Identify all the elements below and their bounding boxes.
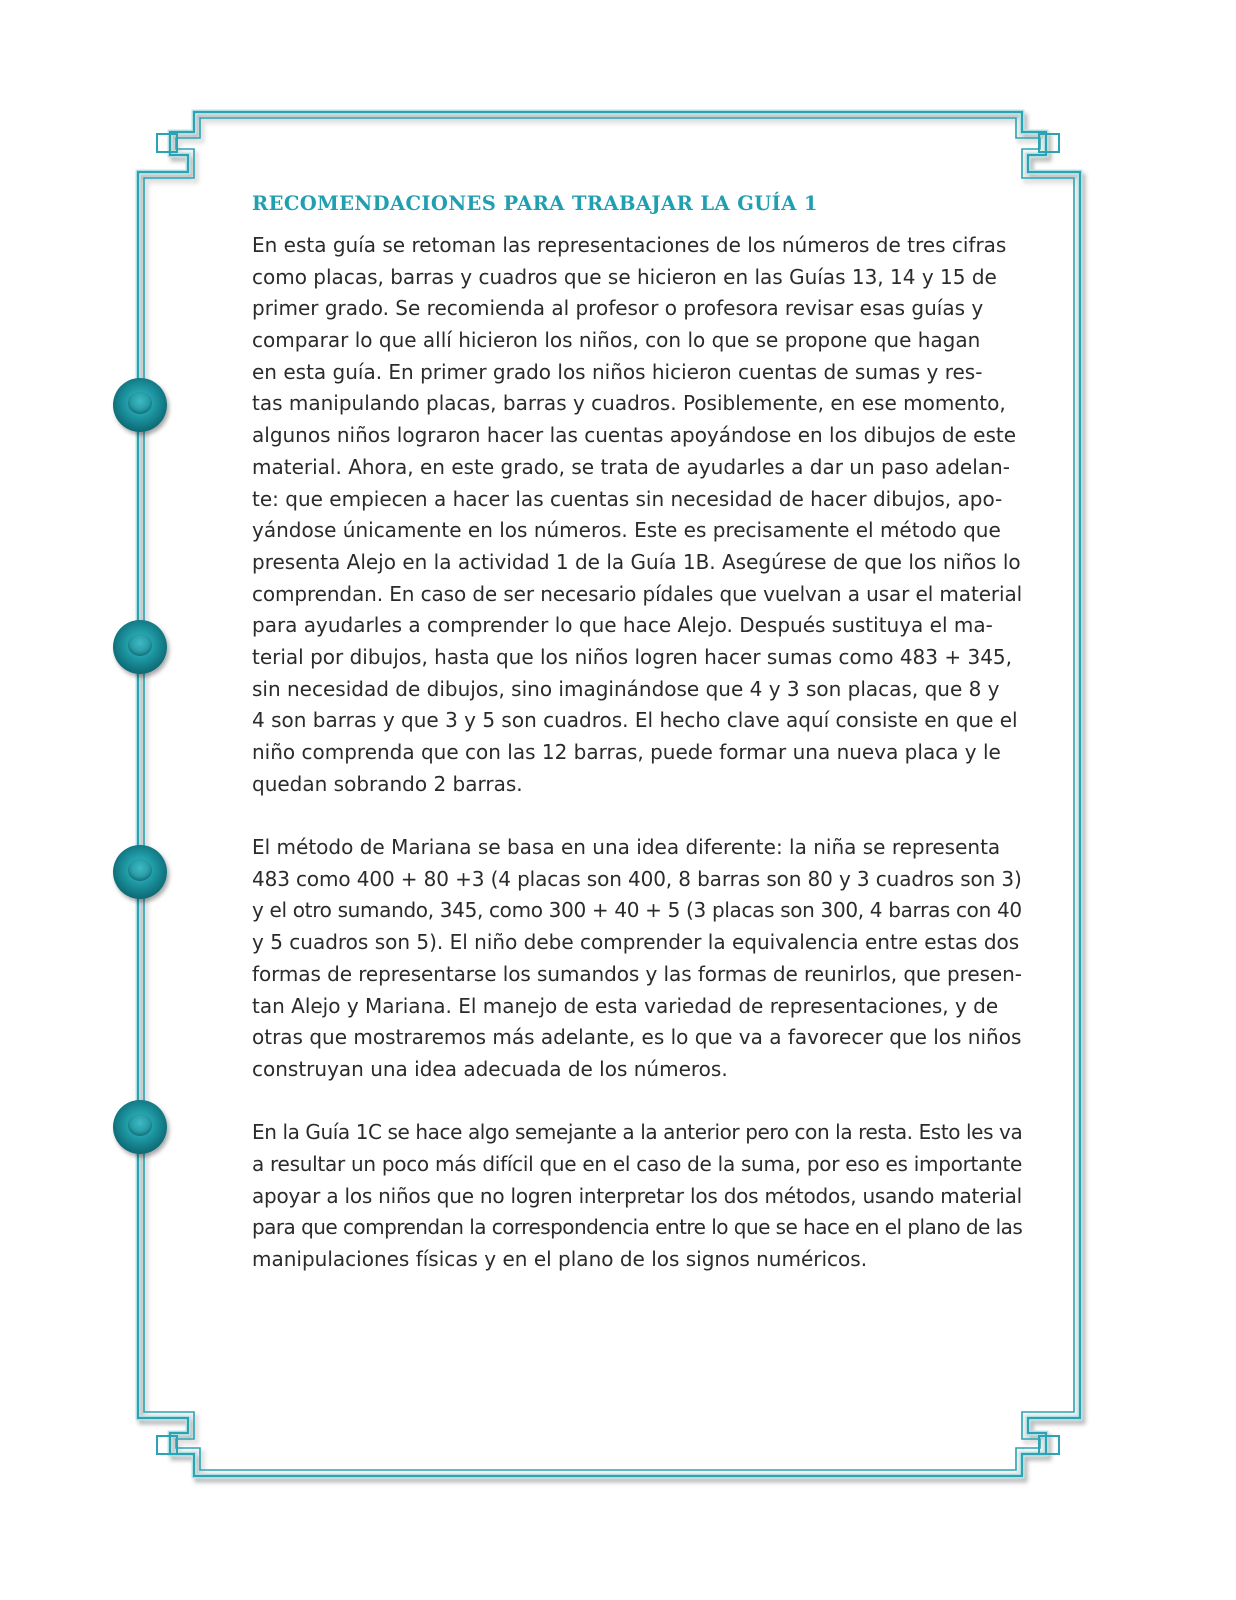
text-line: y 5 cuadros son 5). El niño debe comprender la equivalencia entre estas dos (252, 930, 1020, 955)
binder-ring-icon (113, 845, 167, 899)
text-line: y el otro sumando, 345, como 300 + 40 + 5 (3 placas son 300, 4 barras con 40 (252, 898, 1022, 923)
text-line: 483 como 400 + 80 +3 (4 placas son 400, 8 barras son 80 y 3 cuadros son 3) (252, 866, 1022, 891)
text-line: material. Ahora, en este grado, se trata de ayudarles a dar un paso adelan- (252, 454, 1010, 479)
text-line: En esta guía se retoman las representaciones de los números de tres cifras (252, 233, 1007, 257)
text-line: construyan una idea adecuada de los números. (252, 1056, 728, 1081)
text-line: terial por dibujos, hasta que los niños logren hacer sumas como 483 + 345, (252, 644, 1013, 669)
paragraph-1 (252, 230, 1032, 800)
paragraph-spacer (252, 800, 1032, 832)
text-line: formas de representarse los sumandos y las formas de reunirlos, que presen- (252, 961, 1022, 986)
text-line: manipulaciones físicas y en el plano de los signos numéricos. (252, 1247, 868, 1271)
text-line: algunos niños lograron hacer las cuentas apoyándose en los dibujos de este (252, 423, 1017, 448)
section-heading: RECOMENDACIONES PARA TRABAJAR LA GUÍA 1 (252, 192, 818, 215)
text-line: niño comprenda que con las 12 barras, puede formar una nueva placa y le (252, 740, 1001, 764)
text-line: para que comprendan la correspondencia entre lo que se hace en el plano de las (252, 1215, 1023, 1240)
text-line: primer grado. Se recomienda al profesor o profesora revisar esas guías y (252, 296, 984, 321)
text-line: comprendan. En caso de ser necesario pídales que vuelvan a usar el material (252, 581, 1023, 606)
text-line: comparar lo que allí hicieron los niños, con lo que se propone que hagan (252, 328, 981, 353)
text-line: tas manipulando placas, barras y cuadros. Posiblemente, en ese momento, (252, 391, 1006, 416)
paragraph-3 (252, 1117, 1032, 1275)
paragraph-spacer (252, 1086, 1032, 1118)
text-line: apoyar a los niños que no logren interpretar los dos métodos, usando material (252, 1183, 1022, 1208)
text-line: en esta guía. En primer grado los niños hicieron cuentas de sumas y res- (252, 359, 983, 384)
binder-ring-icon (113, 378, 167, 432)
text-line: para ayudarles a comprender lo que hace Alejo. Después sustituya el ma- (252, 613, 993, 638)
binder-ring-icon (113, 620, 167, 674)
paragraph-2 (252, 832, 1032, 1086)
page-content (252, 192, 1032, 1276)
text-line: otras que mostraremos más adelante, es lo que va a favorecer que los niños (252, 1025, 1022, 1050)
text-line: sin necesidad de dibujos, sino imaginándose que 4 y 3 son placas, que 8 y (252, 676, 1000, 701)
text-line: a resultar un poco más difícil que en el caso de la suma, por eso es importante (252, 1151, 1023, 1176)
text-line: El método de Mariana se basa en una idea diferente: la niña se representa (252, 835, 1001, 860)
binder-ring-icon (113, 1100, 167, 1154)
text-line: quedan sobrando 2 barras. (252, 771, 523, 796)
text-line: te: que empiecen a hacer las cuentas sin necesidad de hacer dibujos, apo- (252, 486, 1003, 511)
text-line: presenta Alejo en la actividad 1 de la Guía 1B. Asegúrese de que los niños lo (252, 549, 1021, 574)
text-line: yándose únicamente en los números. Este es precisamente el método que (252, 518, 1001, 543)
text-line: 4 son barras y que 3 y 5 son cuadros. El hecho clave aquí consiste en que el (252, 708, 1018, 733)
text-line: En la Guía 1C se hace algo semejante a la anterior pero con la resta. Esto les va (252, 1120, 1023, 1145)
text-line: tan Alejo y Mariana. El manejo de esta variedad de representaciones, y de (252, 993, 999, 1018)
text-line: como placas, barras y cuadros que se hicieron en las Guías 13, 14 y 15 de (252, 264, 997, 289)
